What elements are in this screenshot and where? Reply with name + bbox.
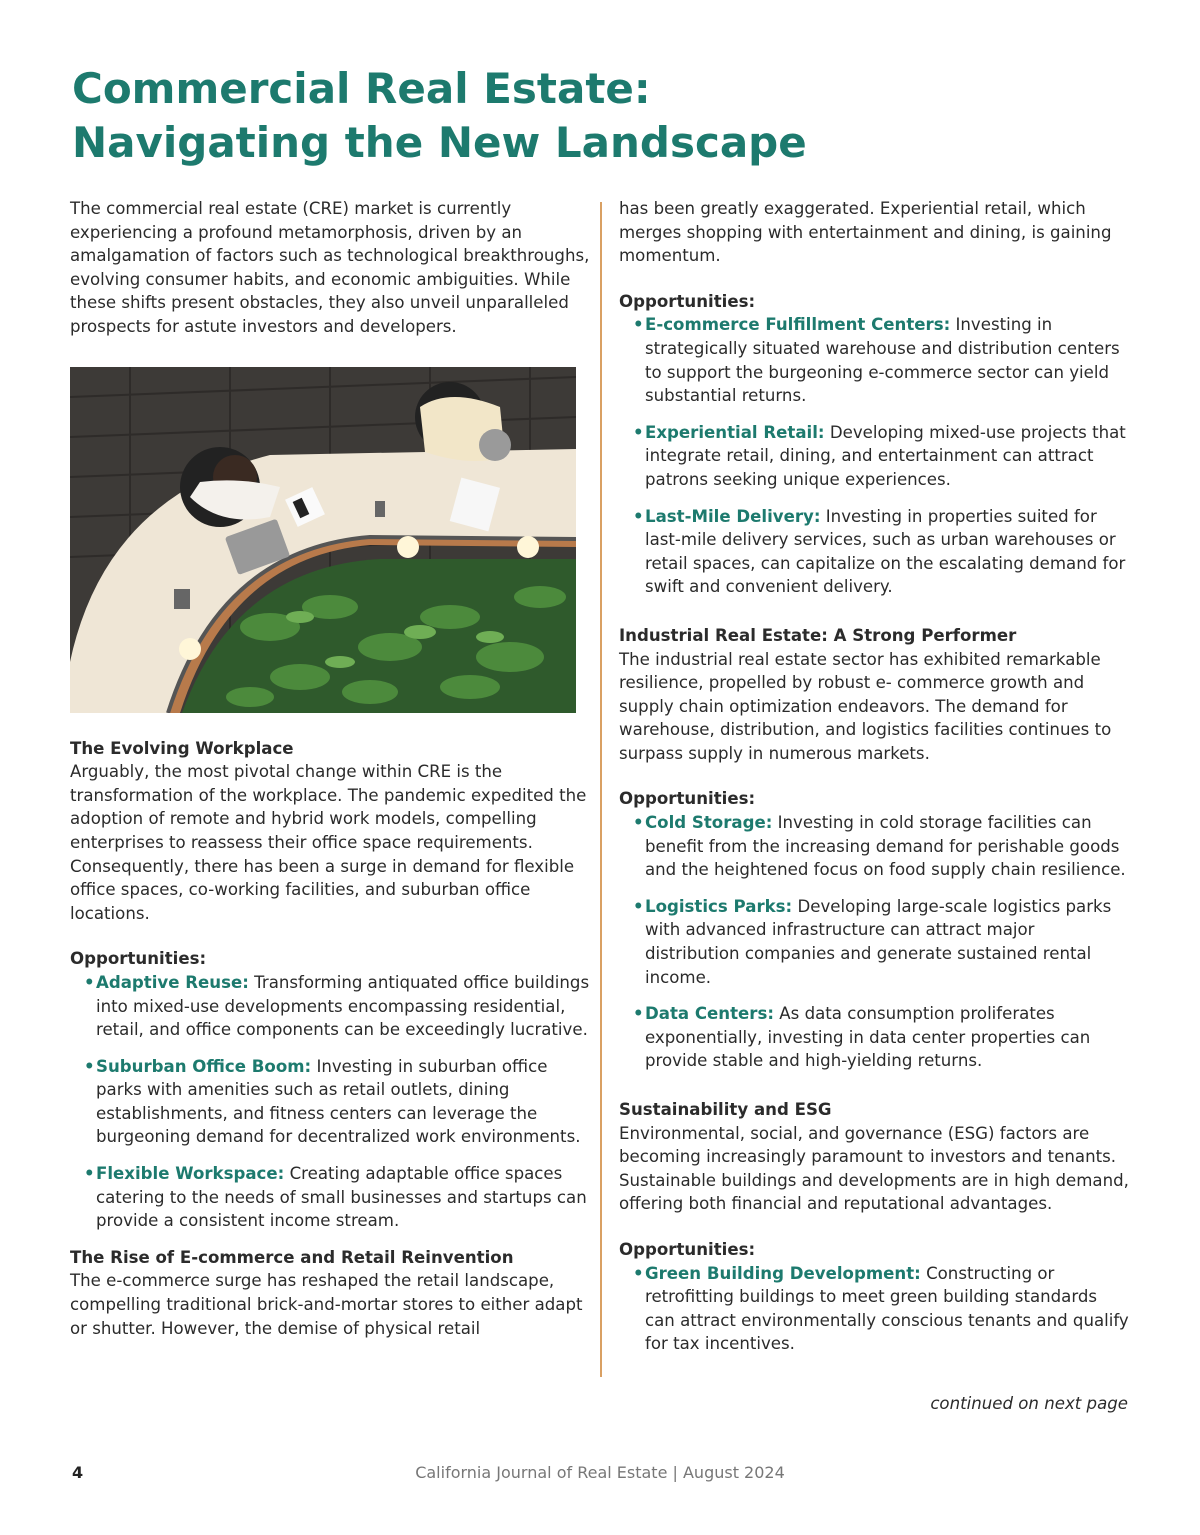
retail-opportunities-label: Opportunities: <box>619 291 756 311</box>
bullet-icon: • <box>633 813 644 833</box>
list-item <box>633 505 1131 599</box>
list-item <box>633 1002 1131 1073</box>
esg-opportunities-label: Opportunities: <box>619 1239 756 1259</box>
list-item <box>633 1262 1131 1356</box>
retail-heading: The Rise of E-commerce and Retail Reinvention <box>70 1247 514 1267</box>
list-item <box>633 895 1131 989</box>
opportunity-term: E-commerce Fulfillment Centers: <box>645 315 951 335</box>
bullet-icon: • <box>84 1056 95 1076</box>
opportunity-term: Suburban Office Boom: <box>96 1056 312 1076</box>
esg-opportunities-list <box>619 1262 1131 1356</box>
retail-body-left: The e-commerce surge has reshaped the retail landscape, compelling traditional brick-and-mortar stores to either adapt or shutter. However, the demise of physical retail <box>70 1271 583 1338</box>
continued-note: continued on next page <box>930 1394 1128 1413</box>
opportunity-term: Adaptive Reuse: <box>96 972 249 992</box>
opportunity-text: As data consumption proliferates exponentially, investing in data center properties can provide stable and high-yielding returns. <box>645 1004 1091 1071</box>
list-item <box>84 1055 590 1149</box>
opportunity-term: Last-Mile Delivery: <box>645 506 821 526</box>
industrial-opportunities-label: Opportunities: <box>619 789 756 809</box>
bullet-icon: • <box>633 1263 644 1283</box>
bullet-icon: • <box>84 1164 95 1184</box>
opportunity-text: Constructing or retrofitting buildings to meet green building standards can attract environmentally conscious tenants and qualify for tax incentives. <box>645 1263 1129 1354</box>
opportunity-text: Developing large-scale logistics parks with advanced infrastructure can attract major distribution companies and generate sustained rental income. <box>645 896 1112 987</box>
bullet-icon: • <box>633 896 644 916</box>
opportunity-text: Investing in cold storage facilities can benefit from the increasing demand for perishable goods and the heightened focus on food supply chain resilience. <box>645 813 1126 880</box>
retail-opportunities-list <box>619 313 1131 599</box>
list-item <box>633 421 1131 492</box>
esg-heading: Sustainability and ESG <box>619 1100 832 1119</box>
opportunity-term: Green Building Development: <box>645 1263 921 1283</box>
left-column <box>70 197 590 1340</box>
opportunity-text: Investing in strategically situated warehouse and distribution centers to support the burgeoning e-commerce sector can yield substantial returns. <box>645 315 1120 406</box>
opportunity-text: Investing in properties suited for last-mile delivery services, such as urban warehouses or retail spaces, can capitalize on the escalating demand for swift and convenient delivery. <box>645 506 1126 597</box>
right-column <box>619 197 1131 1369</box>
list-item <box>84 971 590 1042</box>
title-line-1: Commercial Real Estate: <box>72 64 651 113</box>
bullet-icon: • <box>633 422 644 442</box>
industrial-heading: Industrial Real Estate: A Strong Performer <box>619 625 1017 645</box>
bullet-icon: • <box>633 1004 644 1024</box>
list-item <box>633 313 1131 407</box>
esg-body: Environmental, social, and governance (ESG) factors are becoming increasingly paramount to investors and tenants. Sustainable buildings and developments are in high demand, offering both financial and reputational advantages. <box>619 1123 1129 1214</box>
office-workspace-photo <box>70 367 576 713</box>
bullet-icon: • <box>84 972 95 992</box>
page-title <box>72 62 807 170</box>
opportunity-text: Creating adaptable office spaces catering to the needs of small businesses and startups can provide a consistent income stream. <box>96 1164 587 1231</box>
retail-body-right: has been greatly exaggerated. Experiential retail, which merges shopping with entertainment and dining, is gaining momentum. <box>619 199 1112 266</box>
industrial-body: The industrial real estate sector has exhibited remarkable resilience, propelled by robust e- commerce growth and supply chain optimization endeavors. The demand for warehouse, distribution, and logistics facilities continues to surpass supply in numerous markets. <box>619 649 1112 763</box>
title-line-2: Navigating the New Landscape <box>72 118 807 167</box>
list-item <box>84 1162 590 1233</box>
opportunity-text: Investing in suburban office parks with amenities such as retail outlets, dining establishments, and fitness centers can leverage the burgeoning demand for decentralized work environments. <box>96 1056 581 1147</box>
opportunity-term: Cold Storage: <box>645 813 773 833</box>
footer-publication: California Journal of Real Estate | August 2024 <box>415 1463 785 1482</box>
workplace-body: Arguably, the most pivotal change within CRE is the transformation of the workplace. The pandemic expedited the adoption of remote and hybrid work models, compelling enterprises to reassess their office space requirements. Consequently, there has been a surge in demand for flexible office spaces, co-working facilities, and suburban office locations. <box>70 762 587 923</box>
intro-paragraph: The commercial real estate (CRE) market is currently experiencing a profound metamorphosis, driven by an amalgamation of factors such as technological breakthroughs, evolving consumer habits, and economic ambiguities. While these shifts present obstacles, they also unveil unparalleled prospects for astute investors and developers. <box>70 199 590 336</box>
opportunity-term: Flexible Workspace: <box>96 1164 285 1184</box>
opportunity-term: Logistics Parks: <box>645 896 793 916</box>
bullet-icon: • <box>633 506 644 526</box>
industrial-opportunities-list <box>619 811 1131 1073</box>
list-item <box>633 811 1131 882</box>
workplace-heading: The Evolving Workplace <box>70 738 294 758</box>
opportunity-term: Data Centers: <box>645 1004 775 1024</box>
opportunity-text: Transforming antiquated office buildings into mixed-use developments encompassing residential, retail, and office components can be exceedingly lucrative. <box>96 972 590 1040</box>
workplace-opportunities-list <box>70 971 590 1233</box>
opportunity-text: Developing mixed-use projects that integrate retail, dining, and entertainment can attract patrons seeking unique experiences. <box>645 422 1126 489</box>
bullet-icon: • <box>633 315 644 335</box>
opportunity-term: Experiential Retail: <box>645 422 825 442</box>
page-number: 4 <box>72 1463 84 1482</box>
workplace-opportunities-label: Opportunities: <box>70 949 207 969</box>
column-divider <box>600 202 602 1377</box>
